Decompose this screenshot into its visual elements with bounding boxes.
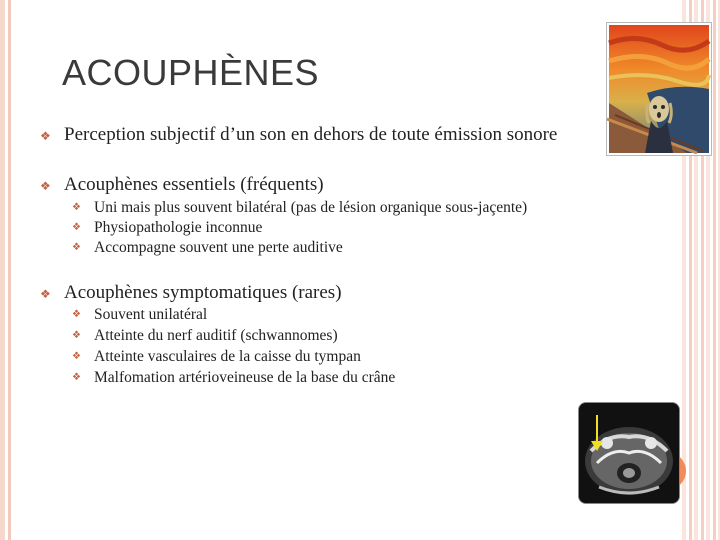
bullet-text: Acouphènes symptomatiques (rares) <box>64 282 342 303</box>
bullet-text: Perception subjectif d’un son en dehors de toute émission sonore <box>64 124 558 145</box>
sub-bullet-text: Atteinte vasculaires de la caisse du tympan <box>94 348 361 365</box>
painting-scream-image <box>606 22 712 156</box>
bullet-diamond-icon: ❖ <box>40 129 51 143</box>
sub-bullet-diamond-icon: ❖ <box>72 222 81 233</box>
sub-bullet-diamond-icon: ❖ <box>72 202 81 213</box>
slide-title: ACOUPHÈNES <box>62 52 320 93</box>
bullet-text: Acouphènes essentiels (fréquents) <box>64 174 324 195</box>
sub-bullet-text: Malfomation artérioveineuse de la base du crâne <box>94 369 396 386</box>
sub-bullet-text: Souvent unilatéral <box>94 306 208 323</box>
sub-bullet-diamond-icon: ❖ <box>72 309 81 320</box>
left-decorative-border <box>0 0 16 540</box>
mri-scan-image <box>578 402 680 504</box>
sub-bullet-text: Physiopathologie inconnue <box>94 219 263 236</box>
sub-bullet-diamond-icon: ❖ <box>72 242 81 253</box>
sub-bullet-text: Uni mais plus souvent bilatéral (pas de lésion organique sous-jaçente) <box>94 199 528 216</box>
sub-bullet-diamond-icon: ❖ <box>72 372 81 383</box>
sub-bullet-text: Atteinte du nerf auditif (schwannomes) <box>94 327 338 344</box>
bullet-diamond-icon: ❖ <box>40 287 51 301</box>
sub-bullet-diamond-icon: ❖ <box>72 351 81 362</box>
sub-bullet-text: Accompagne souvent une perte auditive <box>94 239 343 256</box>
sub-bullet-diamond-icon: ❖ <box>72 330 81 341</box>
bullet-diamond-icon: ❖ <box>40 179 51 193</box>
